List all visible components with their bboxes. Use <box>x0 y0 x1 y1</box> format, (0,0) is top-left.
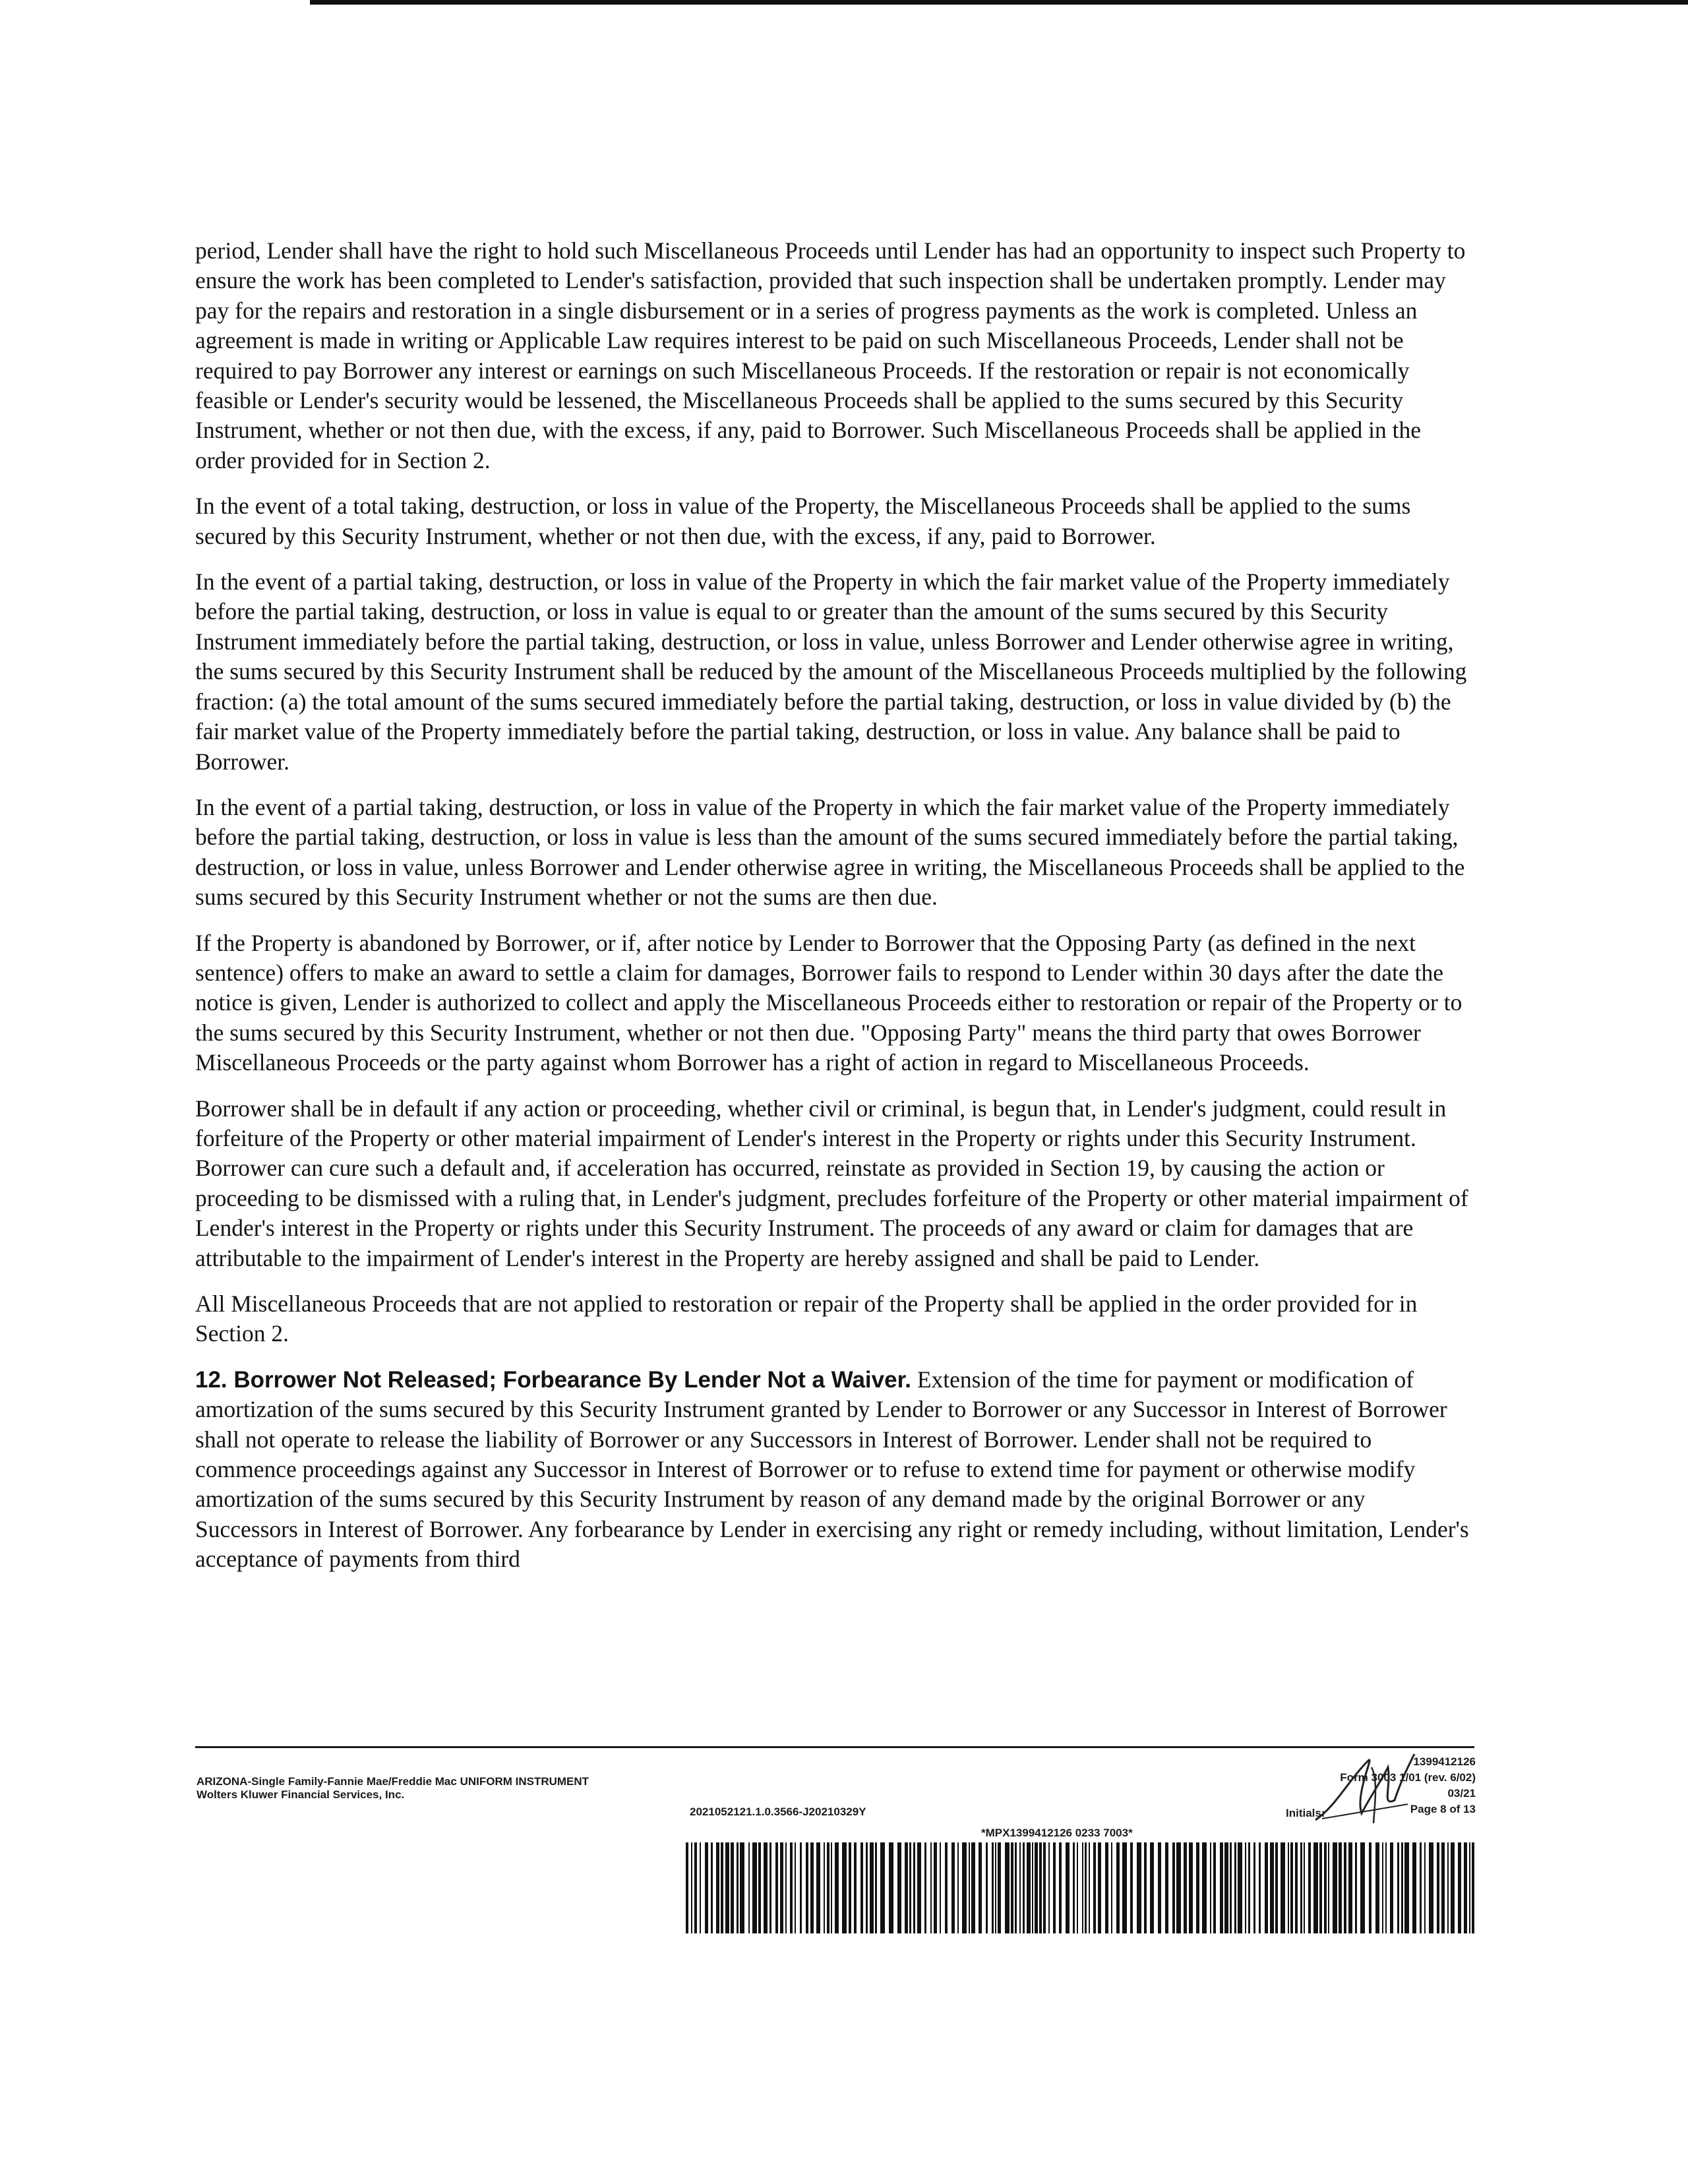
barcode-bar <box>1259 1842 1261 1933</box>
barcode-bar <box>686 1842 688 1933</box>
barcode-bar <box>721 1842 723 1933</box>
section-12-heading: 12. Borrower Not Released; Forbearance By Lender Not a Waiver. <box>195 1366 911 1393</box>
barcode-bar <box>816 1842 820 1933</box>
barcode-bar <box>1245 1842 1246 1933</box>
barcode-bar <box>764 1842 768 1933</box>
barcode-bar <box>849 1842 851 1933</box>
barcode-bar <box>1313 1842 1318 1933</box>
barcode-bar <box>880 1842 885 1933</box>
barcode-bar <box>1144 1842 1147 1933</box>
barcode-bar <box>1424 1842 1426 1933</box>
barcode-bar <box>1447 1842 1449 1933</box>
barcode-bar <box>940 1842 941 1933</box>
barcode-bar <box>889 1842 893 1933</box>
barcode-bar <box>800 1842 802 1933</box>
barcode-bar <box>962 1842 967 1933</box>
barcode-bar <box>1230 1842 1232 1933</box>
barcode-bar <box>731 1842 734 1933</box>
barcode-bar <box>835 1842 839 1933</box>
barcode-bar <box>870 1842 874 1933</box>
barcode-bar <box>748 1842 750 1933</box>
barcode-bar <box>1066 1842 1070 1933</box>
barcode-bar <box>1184 1842 1187 1933</box>
barcode-bar <box>769 1842 771 1933</box>
barcode-bar <box>1220 1842 1223 1933</box>
barcode-bar <box>1420 1842 1422 1933</box>
barcode-bar <box>1328 1842 1329 1933</box>
barcode-bar <box>917 1842 921 1933</box>
footer-form-info <box>196 1775 589 1802</box>
barcode-bar <box>860 1842 863 1933</box>
barcode-bar <box>971 1842 975 1933</box>
barcode-bar <box>691 1842 692 1933</box>
barcode <box>686 1842 1477 1933</box>
barcode-bar <box>785 1842 787 1933</box>
barcode-bar <box>1375 1842 1379 1933</box>
barcode-bar <box>1189 1842 1193 1933</box>
barcode-bar <box>934 1842 937 1933</box>
barcode-bar <box>909 1842 911 1933</box>
barcode-bar <box>1355 1842 1357 1933</box>
paragraph: period, Lender shall have the right to hold such Miscellaneous Proceeds until Lender has had an opportunity to inspect such Property to ensure the work has been completed to Lender's satisfaction, provided that such inspection shall be undertaken promptly. Lender may pay for the repairs and restoration in a single disbursement or in a series of progress payments as the work is completed. Unless an agreement is made in writing or Applicable Law requires interest to be paid on such Miscellaneous Proceeds, Lender shall not be required to pay Borrower any interest or earnings on such Miscellaneous Proceeds. If the restoration or repair is not economically feasible or Lender's security would be lessened, the Miscellaneous Proceeds shall be applied to the sums secured by this Security Instrument, whether or not then due, with the excess, if any, paid to Borrower. Such Miscellaneous Proceeds shall be applied in the order provided for in Section 2. <box>195 237 1466 473</box>
paragraph: Borrower shall be in default if any action or proceeding, whether civil or criminal, is begun that, in Lender's judgment, could result in forfeiture of the Property or other material impairment of Lender's interest in the Property or rights under this Security Instrument. Borrower can cure such a default and, if acceleration has occurred, reinstate as provided in Section 19, by causing the action or proceeding to be dismissed with a ruling that, in Lender's judgment, precludes forfeiture of the Property or other material impairment of Lender's interest in the Property or rights under this Security Instrument. The proceeds of any award or claim for damages that are attributable to the impairment of Lender's interest in the Property are hereby assigned and shall be paid to Lender. <box>195 1095 1468 1271</box>
barcode-bar <box>1238 1842 1242 1933</box>
barcode-bar <box>1122 1842 1127 1933</box>
barcode-bar <box>827 1842 829 1933</box>
barcode-bar <box>1319 1842 1322 1933</box>
barcode-bar <box>1401 1842 1403 1933</box>
barcode-bar <box>1098 1842 1101 1933</box>
paragraph: In the event of a partial taking, destruction, or loss in value of the Property in which the fair market value of the Property immediately before the partial taking, destruction, or loss in value is equal to or greater than the amount of the sums secured by this Security Instrument immediately before the partial taking, destruction, or loss in value, unless Borrower and Lender otherwise agree in writing, the sums secured by this Security Instrument shall be reduced by the amount of the Miscellaneous Proceeds multiplied by the following fraction: (a) the total amount of the sums secured immediately before the partial taking, destruction, or loss in value divided by (b) the fair market value of the Property immediately before the partial taking, destruction, or loss in value. Any balance shall be paid to Borrower. <box>195 568 1467 775</box>
barcode-bar <box>775 1842 778 1933</box>
barcode-bar <box>1469 1842 1470 1933</box>
barcode-bar <box>1382 1842 1383 1933</box>
page-number: Page 8 of 13 <box>1410 1803 1476 1815</box>
barcode-bar <box>1308 1842 1311 1933</box>
barcode-bar <box>1339 1842 1342 1933</box>
barcode-bar <box>1248 1842 1250 1933</box>
publisher: Wolters Kluwer Financial Services, Inc. <box>196 1788 405 1801</box>
barcode-bar <box>866 1842 868 1933</box>
barcode-bar <box>1441 1842 1445 1933</box>
paragraph: In the event of a total taking, destruction, or loss in value of the Property, the Miscellaneous Proceeds shall be applied to the sums secured by this Security Instrument, whether or not then due, with the excess, if any, paid to Borrower. <box>195 493 1411 549</box>
barcode-bar <box>806 1842 808 1933</box>
barcode-bar <box>913 1842 915 1933</box>
barcode-bar <box>1304 1842 1305 1933</box>
barcode-bar <box>1344 1842 1346 1933</box>
barcode-bar <box>758 1842 761 1933</box>
barcode-bar <box>905 1842 908 1933</box>
paragraph: All Miscellaneous Proceeds that are not applied to restoration or repair of the Property shall be applied in the order provided for in Section 2. <box>195 1290 1418 1347</box>
barcode-bar <box>1019 1842 1021 1933</box>
barcode-bar <box>1082 1842 1083 1933</box>
barcode-bar <box>1172 1842 1175 1933</box>
barcode-bar <box>1390 1842 1393 1933</box>
barcode-bar <box>998 1842 1001 1933</box>
barcode-bar <box>1116 1842 1120 1933</box>
loan-number: 1399412126 <box>1413 1755 1476 1768</box>
section-12-paragraph <box>195 1365 1472 1575</box>
barcode-bar <box>711 1842 713 1933</box>
barcode-bar <box>780 1842 783 1933</box>
barcode-bar <box>1295 1842 1298 1933</box>
barcode-bar <box>1005 1842 1010 1933</box>
barcode-bar <box>1324 1842 1327 1933</box>
barcode-bar <box>1437 1842 1439 1933</box>
barcode-bar <box>1213 1842 1216 1933</box>
barcode-bar <box>1035 1842 1038 1933</box>
barcode-bar <box>1032 1842 1033 1933</box>
paragraph: If the Property is abandoned by Borrower, or if, after notice by Lender to Borrower that the Opposing Party (as defined in the next sentence) offers to make an award to settle a claim for damages, Borrower fails to respond to Lender within 30 days after the date the notice is given, Lender is authorized to collect and apply the Miscellaneous Proceeds either to restoration or repair of the Property or to the sums secured by this Security Instrument, whether or not then due. "Opposing Party" means the third party that owes Borrower Miscellaneous Proceeds or the party against whom Borrower has a right of action in regard to Miscellaneous Proceeds. <box>195 929 1462 1076</box>
barcode-bar <box>725 1842 729 1933</box>
barcode-bar <box>752 1842 757 1933</box>
barcode-bar <box>1105 1842 1108 1933</box>
barcode-bar <box>1265 1842 1268 1933</box>
barcode-bar <box>1093 1842 1096 1933</box>
barcode-bar <box>1023 1842 1025 1933</box>
barcode-bar <box>875 1842 877 1933</box>
barcode-bar <box>924 1842 926 1933</box>
barcode-bar <box>854 1842 857 1933</box>
barcode-bar <box>1089 1842 1090 1933</box>
barcode-bar <box>1085 1842 1087 1933</box>
barcode-bar <box>1130 1842 1133 1933</box>
barcode-bar <box>737 1842 738 1933</box>
barcode-bar <box>1077 1842 1078 1933</box>
barcode-bar <box>1333 1842 1337 1933</box>
barcode-bar <box>945 1842 948 1933</box>
document-code: 2021052121.1.0.3566-J20210329Y <box>690 1805 866 1818</box>
barcode-bar <box>1158 1842 1161 1933</box>
barcode-bar <box>1027 1842 1031 1933</box>
barcode-bar <box>1385 1842 1387 1933</box>
revision-date: 03/21 <box>1447 1787 1476 1800</box>
barcode-bar <box>1290 1842 1293 1933</box>
barcode-bar <box>1048 1842 1050 1933</box>
barcode-bar <box>1412 1842 1416 1933</box>
barcode-bar <box>1472 1842 1474 1933</box>
barcode-bar <box>951 1842 955 1933</box>
barcode-bar <box>1059 1842 1062 1933</box>
form-title: ARIZONA-Single Family-Fannie Mae/Freddie Mac UNIFORM INSTRUMENT <box>196 1775 589 1788</box>
barcode-bar <box>810 1842 814 1933</box>
barcode-bar <box>716 1842 719 1933</box>
barcode-bar <box>1451 1842 1455 1933</box>
barcode-bar <box>1137 1842 1141 1933</box>
barcode-bar <box>969 1842 970 1933</box>
barcode-bar <box>1234 1842 1236 1933</box>
barcode-bar <box>992 1842 994 1933</box>
barcode-bar <box>795 1842 796 1933</box>
footer-rule <box>195 1746 1474 1748</box>
barcode-bar <box>1360 1842 1365 1933</box>
barcode-bar <box>1458 1842 1461 1933</box>
barcode-bar <box>1053 1842 1056 1933</box>
barcode-bar <box>957 1842 959 1933</box>
barcode-bar <box>1300 1842 1302 1933</box>
top-edge-rule <box>310 0 1688 5</box>
barcode-bar <box>1369 1842 1372 1933</box>
barcode-bar <box>930 1842 932 1933</box>
barcode-bar <box>1196 1842 1199 1933</box>
barcode-bar <box>700 1842 701 1933</box>
barcode-bar <box>1176 1842 1181 1933</box>
barcode-bar <box>1073 1842 1075 1933</box>
initials-signature <box>1309 1741 1421 1833</box>
barcode-bar <box>986 1842 988 1933</box>
barcode-bar <box>1202 1842 1207 1933</box>
barcode-bar <box>790 1842 793 1933</box>
barcode-bar <box>897 1842 901 1933</box>
barcode-bar <box>824 1842 825 1933</box>
barcode-bar <box>995 1842 996 1933</box>
barcode-bar <box>1397 1842 1399 1933</box>
barcode-text: *MPX1399412126 0233 7003* <box>981 1827 1133 1839</box>
barcode-bar <box>1270 1842 1274 1933</box>
initials-label: Initials: <box>1286 1807 1325 1819</box>
barcode-bar <box>1404 1842 1409 1933</box>
barcode-bar <box>1043 1842 1046 1933</box>
barcode-bar <box>1253 1842 1255 1933</box>
barcode-bar <box>1275 1842 1278 1933</box>
barcode-bar <box>1150 1842 1154 1933</box>
barcode-bar <box>1224 1842 1228 1933</box>
barcode-bar <box>842 1842 847 1933</box>
section-12-text: Extension of the time for payment or modification of amortization of the sums secured by this Security Instrument granted by Lender to Borrower or any Successor in Interest of Borrower shall not operate to release the liability of Borrower or any Successors in Interest of Borrower. Lender shall not be required to commence proceedings against any Successor in Interest of Borrower or to refuse to extend time for payment or otherwise modify amortization of the sums secured by this Security Instrument by reason of any demand made by the original Borrower or any Successors in Interest of Borrower. Any forbearance by Lender in exercising any right or remedy including, without limitation, Lender's acceptance of payments from third <box>195 1366 1469 1573</box>
barcode-bar <box>740 1842 744 1933</box>
barcode-bar <box>694 1842 697 1933</box>
barcode-bar <box>705 1842 708 1933</box>
document-body <box>195 236 1472 1591</box>
barcode-bar <box>979 1842 982 1933</box>
form-number: Form 3003 1/01 (rev. 6/02) <box>1340 1771 1476 1784</box>
paragraph: In the event of a partial taking, destruction, or loss in value of the Property in which the fair market value of the Property immediately before the partial taking, destruction, or loss in value is less than the amount of the sums secured immediately before the partial taking, destruction, or loss in value, unless Borrower and Lender otherwise agree in writing, the Miscellaneous Proceeds shall be applied to the sums secured by this Security Instrument whether or not the sums are then due. <box>195 793 1465 911</box>
barcode-bar <box>1429 1842 1433 1933</box>
barcode-bar <box>1464 1842 1467 1933</box>
barcode-bar <box>1210 1842 1211 1933</box>
barcode-bar <box>1015 1842 1017 1933</box>
barcode-bar <box>1348 1842 1352 1933</box>
barcode-bar <box>1288 1842 1289 1933</box>
barcode-bar <box>1111 1842 1112 1933</box>
barcode-bar <box>831 1842 832 1933</box>
barcode-bar <box>1165 1842 1168 1933</box>
barcode-bar <box>1039 1842 1042 1933</box>
barcode-bar <box>1281 1842 1285 1933</box>
barcode-bar <box>1011 1842 1013 1933</box>
